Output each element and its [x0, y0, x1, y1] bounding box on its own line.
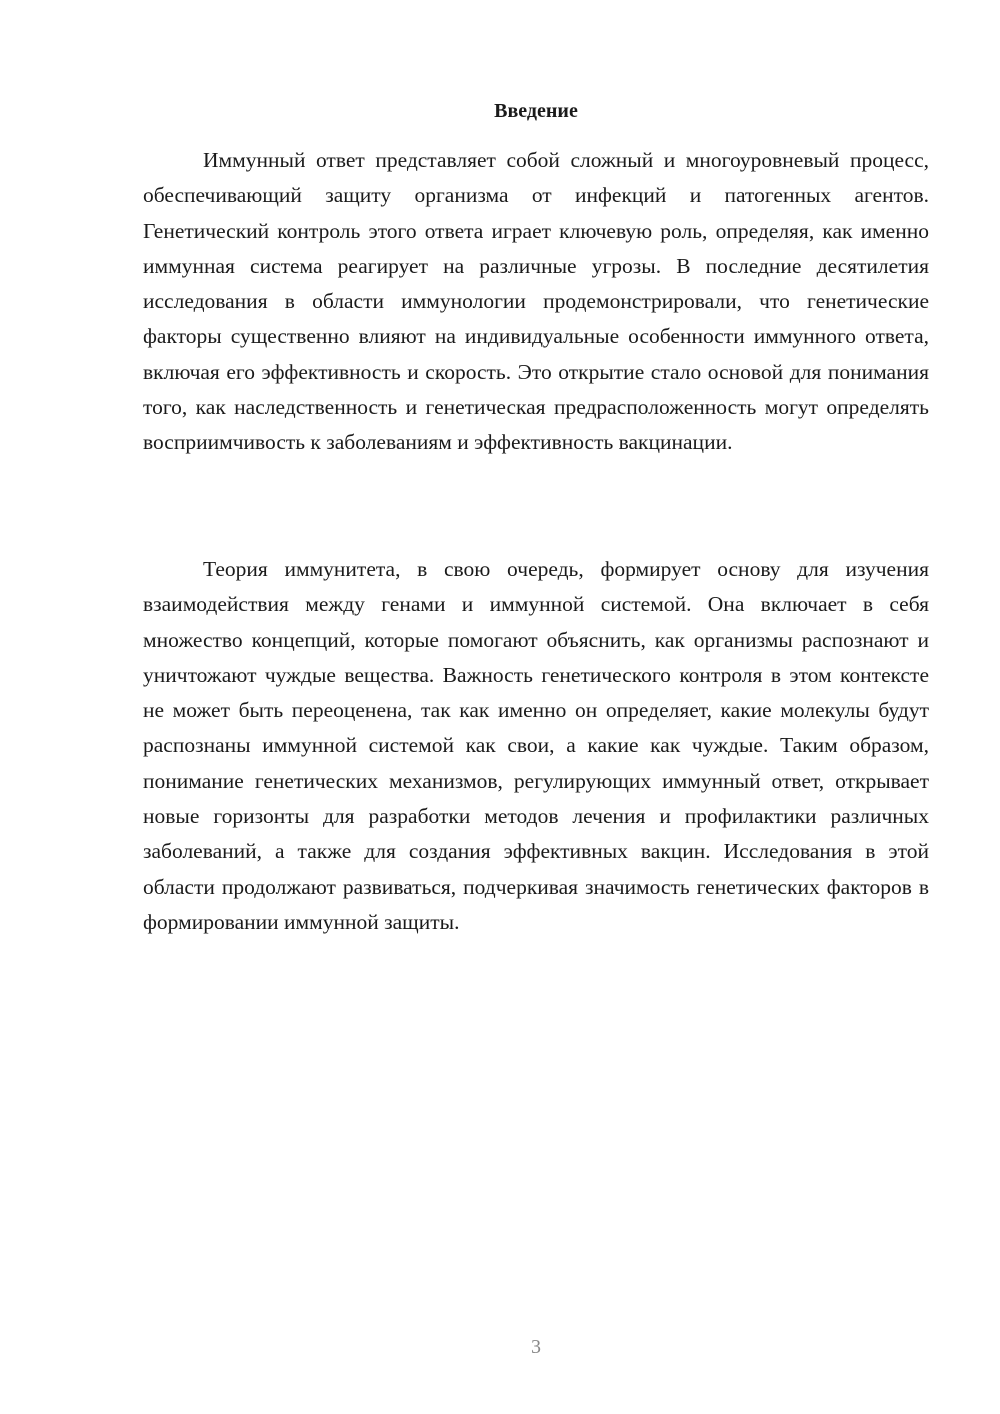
paragraph-1: Иммунный ответ представляет собой сложный и многоуровневый процесс, обеспечивающий защиту организма от инфекций и патогенных агентов. Генетический контроль этого ответа играет ключевую роль, определяя, как именно иммунная система реагирует на различные угрозы. В последние десятилетия исследования в области иммунологии продемонстрировали, что генетические факторы существенно влияют на индивидуальные особенности иммунного ответа, включая его эффективность и скорость. Это открытие стало основой для понимания того, как наследственность и генетическая предрасположенность могут определять восприимчивость к заболеваниям и эффективность вакцинации.: [143, 148, 929, 455]
section-heading: Введение: [494, 100, 578, 122]
page-number: 3: [531, 1336, 541, 1358]
paragraph-2: Теория иммунитета, в свою очередь, формирует основу для изучения взаимодействия между генами и иммунной системой. Она включает в себя множество концепций, которые помогают объяснить, как организмы распознают и уничтожают чуждые вещества. Важность генетического контроля в этом контексте не может быть переоценена, так как именно он определяет, какие молекулы будут распознаны иммунной системой как свои, а какие как чуждые. Таким образом, понимание генетических механизмов, регулирующих иммунный ответ, открывает новые горизонты для разработки методов лечения и профилактики различных заболеваний, а также для создания эффективных вакцин. Исследования в этой области продолжают развиваться, подчеркивая значимость генетических факторов в формировании иммунной защиты.: [143, 557, 929, 934]
